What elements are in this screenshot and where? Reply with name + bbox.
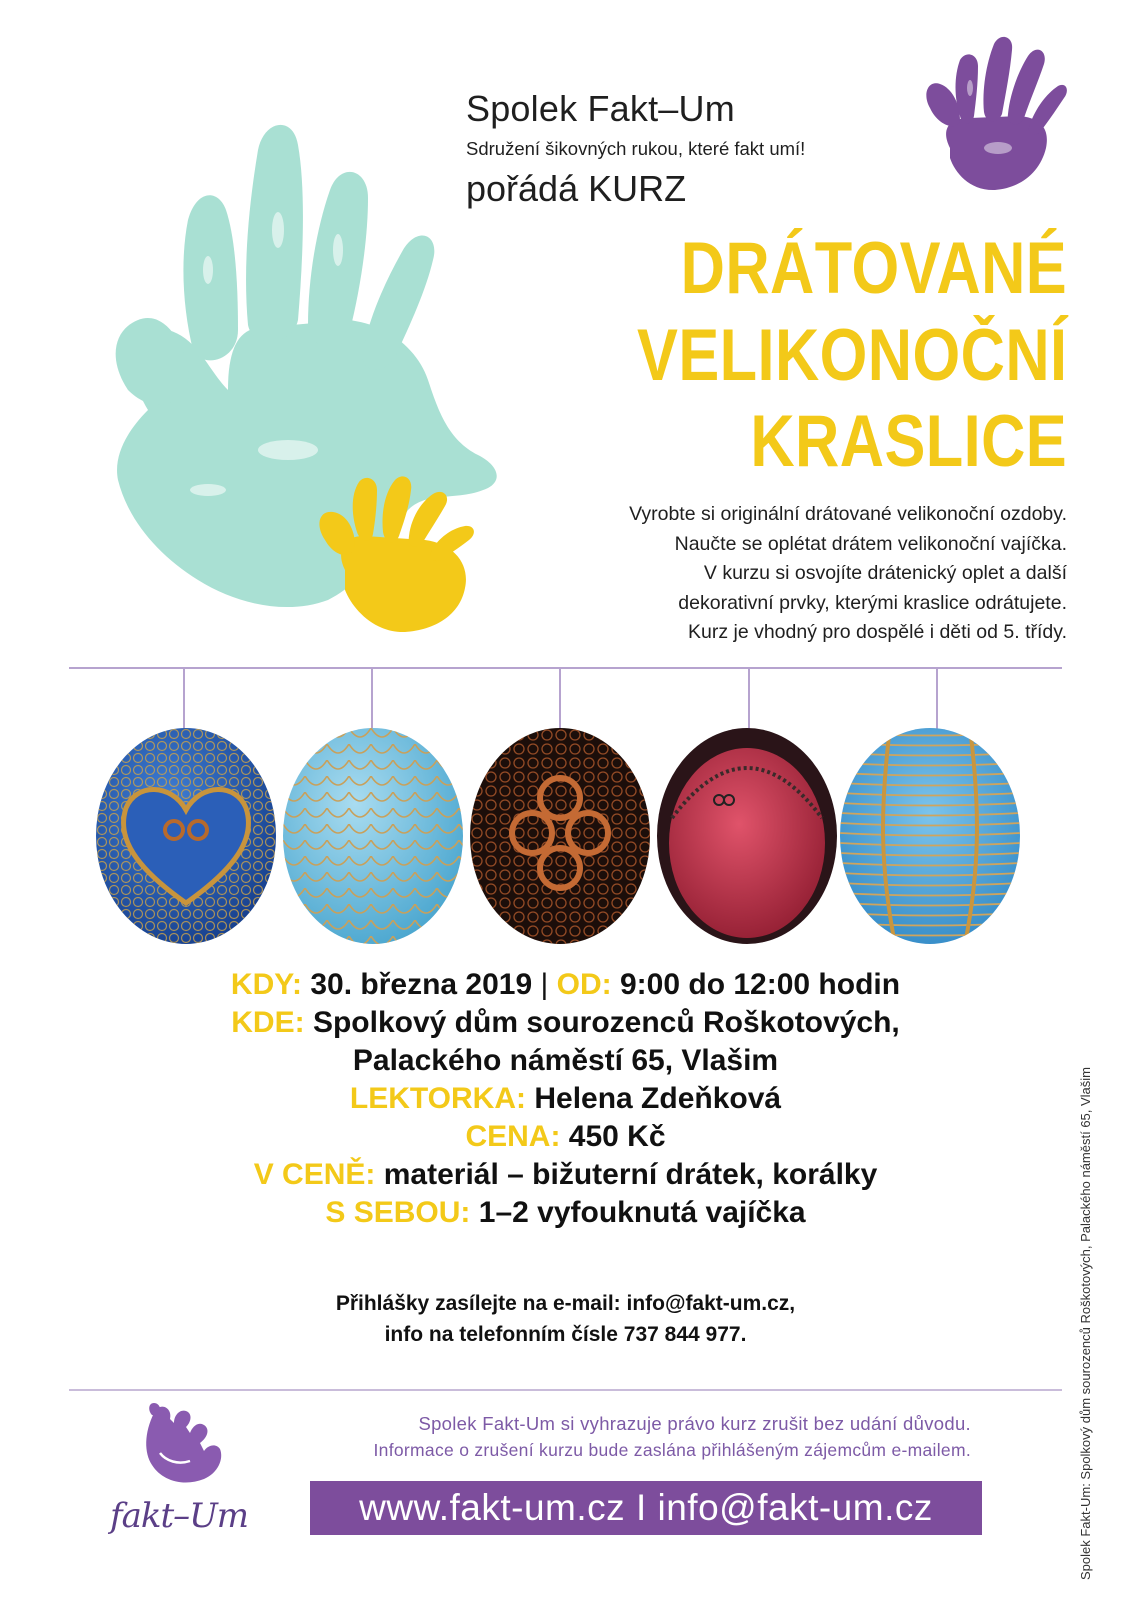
egg-string — [936, 668, 938, 730]
description-line: Naučte se oplétat drátem velikonoční vajíčka. — [674, 532, 1067, 555]
included-value: materiál – bižuterní drátek, korálky — [383, 1158, 878, 1191]
course-title-line-1: DRÁTOVANÉ — [680, 228, 1067, 309]
details-included — [0, 1156, 1131, 1194]
where-value-line-1: Spolkový dům sourozenců Roškotových, — [312, 1006, 900, 1039]
where-label: KDE: — [231, 1006, 305, 1039]
details-bring — [0, 1194, 1131, 1232]
details-where — [0, 1004, 1131, 1042]
course-description — [507, 500, 1067, 648]
details-separator: | — [540, 968, 549, 1001]
details-where-2 — [0, 1042, 1131, 1080]
course-details — [0, 966, 1131, 1232]
website-contact-bar[interactable]: www.fakt-um.cz I info@fakt-um.cz — [310, 1481, 982, 1535]
included-label: V CENĚ: — [253, 1158, 376, 1191]
organization-tagline: Sdružení šikovných rukou, které fakt umí! — [466, 138, 806, 159]
bring-value: 1–2 vyfouknutá vajíčka — [478, 1196, 806, 1229]
lecturer-label: LEKTORKA: — [349, 1082, 526, 1115]
course-title-line-2: VELIKONOČNÍ — [636, 315, 1067, 396]
egg-photo-light-blue-net — [283, 728, 463, 944]
egg-string — [371, 668, 373, 730]
notice-line-2: Informace o zrušení kurzu bude zaslána přihlášeným zájemcům e-mailem. — [373, 1440, 971, 1460]
description-line: Vyrobte si originální drátované velikonoční ozdoby. — [629, 503, 1067, 525]
time-value: 9:00 do 12:00 hodin — [620, 968, 901, 1001]
application-info — [0, 1288, 1131, 1350]
egg-photo-red — [657, 728, 837, 944]
price-value: 450 Kč — [568, 1120, 666, 1153]
egg-string — [559, 668, 561, 730]
egg-string — [183, 668, 185, 730]
egg-string — [748, 668, 750, 730]
description-line: dekorativní prvky, kterými kraslice odrátujete. — [678, 591, 1067, 614]
application-line-2: info na telefonním čísle 737 844 977. — [384, 1323, 747, 1346]
course-announcement: pořádá KURZ — [466, 168, 687, 209]
side-address-note: Spolek Fakt-Um: Spolkový dům sourozenců Roškotových, Palackého náměstí 65, Vlašim — [1078, 1066, 1093, 1580]
details-lecturer — [0, 1080, 1131, 1118]
when-value: 30. března 2019 — [310, 968, 533, 1001]
egg-photo-blue-stripes — [840, 728, 1020, 944]
egg-photo-blue-heart — [96, 728, 276, 944]
price-label: CENA: — [465, 1120, 561, 1153]
bring-label: S SEBOU: — [325, 1196, 471, 1229]
details-when — [0, 966, 1131, 1004]
egg-photo-black-copper — [470, 728, 650, 944]
logo-wordmark: fakt–Um — [110, 1496, 249, 1536]
when-label: KDY: — [230, 968, 303, 1001]
description-line: V kurzu si osvojíte drátenický oplet a další — [703, 562, 1067, 584]
organization-name: Spolek Fakt–Um — [466, 88, 735, 129]
application-line-1: Přihlášky zasílejte na e-mail: info@fakt-um.cz, — [335, 1292, 796, 1315]
where-value-line-2: Palackého náměstí 65, Vlašim — [352, 1044, 779, 1077]
time-label: OD: — [556, 968, 612, 1001]
divider-top — [69, 667, 1062, 669]
divider-bottom — [69, 1389, 1062, 1391]
details-price — [0, 1118, 1131, 1156]
course-title-line-3: KRASLICE — [750, 401, 1067, 482]
notice-line-1: Spolek Fakt-Um si vyhrazuje právo kurz zrušit bez udání důvodu. — [418, 1413, 971, 1434]
description-line: Kurz je vhodný pro dospělé i děti od 5. třídy. — [687, 621, 1067, 643]
purple-handprint-graphic — [920, 28, 1070, 198]
yellow-handprint-graphic — [305, 470, 485, 640]
cancellation-notice — [374, 1411, 971, 1463]
lecturer-value: Helena Zdeňková — [534, 1082, 782, 1115]
